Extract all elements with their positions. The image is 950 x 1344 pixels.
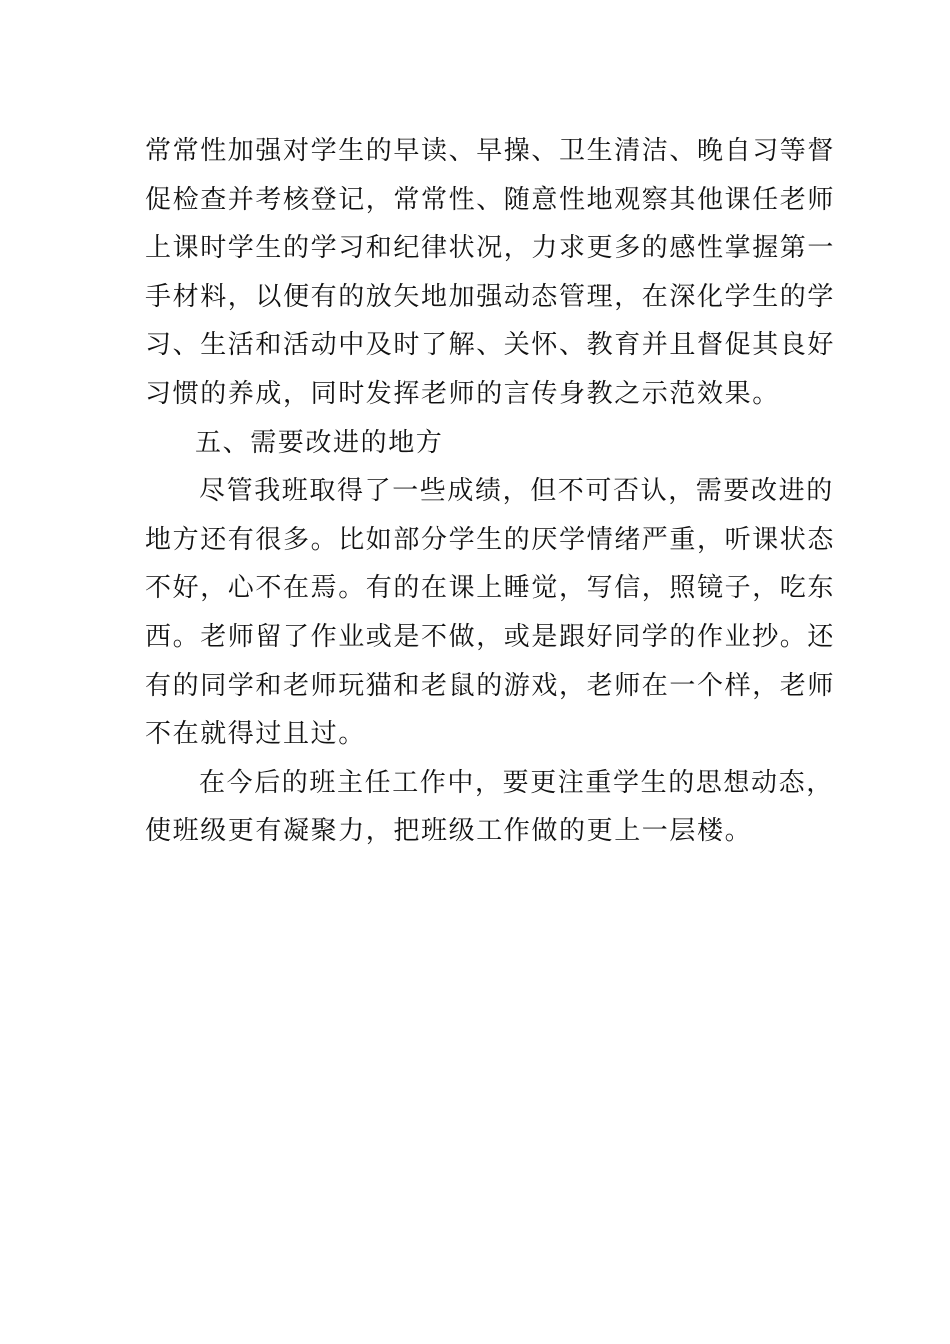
paragraph-future-work (145, 759, 834, 856)
paragraph-improvements (145, 467, 836, 759)
text-line: 常常性加强对学生的早读、早操、卫生清洁、晚自习等督 (145, 136, 836, 166)
section-heading: 五、需要改进的地方 (195, 427, 444, 458)
text-line: 不好，心不在焉。有的在课上睡觉，写信，照镜子，吃东 (145, 573, 836, 604)
text-line: 习、生活和活动中及时了解、关怀、教育并且督促其良好 (145, 330, 836, 361)
text-line: 习惯的养成，同时发挥老师的言传身教之示范效果。 (145, 378, 780, 409)
text-line: 尽管我班取得了一些成绩，但不可否认，需要改进的 (199, 476, 834, 507)
text-line: 上课时学生的学习和纪律状况，力求更多的感性掌握第一 (145, 233, 836, 264)
text-line: 促检查并考核登记，常常性、随意性地观察其他课任老师 (145, 184, 836, 215)
text-line: 使班级更有凝聚力，把班级工作做的更上一层楼。 (145, 816, 753, 847)
text-line: 地方还有很多。比如部分学生的厌学情绪严重，听课状态 (145, 524, 836, 555)
document-body (145, 127, 836, 856)
text-line: 西。老师留了作业或是不做，或是跟好同学的作业抄。还 (145, 621, 836, 652)
text-line: 手材料，以便有的放矢地加强动态管理，在深化学生的学 (145, 281, 836, 312)
paragraph-management-practice (145, 127, 836, 419)
text-line: 不在就得过且过。 (145, 719, 366, 750)
text-line: 有的同学和老师玩猫和老鼠的游戏，老师在一个样，老师 (145, 670, 836, 701)
text-line: 在今后的班主任工作中，要更注重学生的思想动态， (199, 767, 834, 798)
